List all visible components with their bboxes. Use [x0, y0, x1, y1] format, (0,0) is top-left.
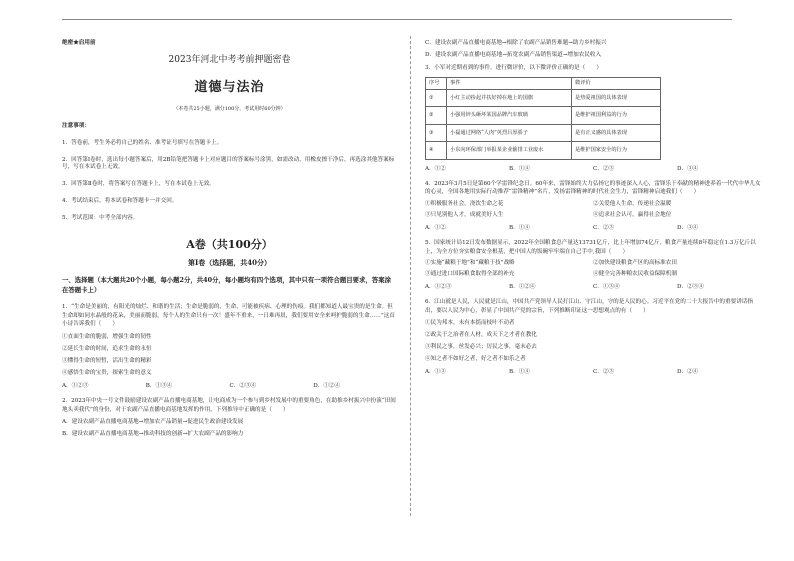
answer-choice: B．①④ [509, 165, 530, 172]
q4-options-row [425, 212, 761, 219]
table-header-row [426, 77, 661, 89]
notice-item: 4．考试结束后，将本试卷和答题卡一并交回。 [62, 197, 178, 204]
answer-choice: A．①②③ [425, 284, 452, 291]
secret-label: 绝密★启用前 [62, 40, 96, 46]
q4-option: ①积极服务社会，浇饮生命之花 [425, 200, 504, 207]
table-row [426, 142, 661, 160]
table-cell: ① [426, 89, 447, 107]
exam-meta: （本卷共25小题，满分100分，考试用时60分钟） [173, 106, 286, 113]
q4-option: ③只见别他人才，成就美好人生 [425, 211, 504, 218]
q6-option: ①民为邦本，未有本揺而枝叶不动者 [425, 320, 515, 327]
q5-option: ②加快建设粮食产区的高标准农田 [593, 260, 677, 267]
q3-table [425, 77, 661, 160]
question-5-stem: 5．国家统计局12日发布数据显示，2022年全国粮食总产量达13731亿斤，比上年增加74亿斤，粮食产量连续8年稳定在1.3万亿斤以上，为全方位夯实粮食安全根基，把中国人的饭碗牢牢端在自己手中,我国（ ） [425, 239, 756, 255]
q6-option: ③利民之事，丝发必兴；厉民之事，毫末必去 [425, 344, 537, 351]
q6-option: ②政关于之治者在人材，成天下之才者在教化 [425, 332, 537, 339]
q5-option: ④健全完善种粮农民收益保障机制 [593, 271, 677, 278]
question-3-stem: 3．小军对近期看到的事件，进行微评价，以下微评价正确的是（ ） [425, 64, 602, 71]
table-row [426, 124, 661, 142]
question-1-stem: 1．“生命是美丽的，有阳光的灿烂、和谐的生活；生命是脆弱的，生命，可能被疾病、心理的伤痕。我们都知道人最宝贵的是生命。但生命却如同水晶般的花朵，美丽而脆弱，每个人的生命只有一次！盛年不重来，一日难再晨，我们要用安全来呵护脆弱的生命……”这首小诗告诉我们（ ） [62, 303, 395, 328]
answer-choice: B．①④ [509, 224, 530, 231]
table-cell: 是有正义感的具体表现 [572, 124, 661, 142]
q2-option: D．建设农副产品直播电商基地→拓宽农副产品销售渠道→增加农民收入 [425, 51, 602, 58]
q4-options-row [425, 201, 761, 208]
answer-choice: D．②④ [677, 369, 699, 376]
question-6-stem: 6．江山就是人民，人民就是江山，中国共产党领导人民打江山、守江山，守的是人民的心。习近平在党的二十大报告中的重要讲话指出，要以人民为中心，彰显了中国共产党的宗旨，下列推断印证这一思想观点的有（ ） [425, 299, 753, 314]
table-cell: 是热爱祖国的具体表现 [572, 89, 661, 107]
table-cell: ② [426, 107, 447, 125]
notice-item: 3．回答第Ⅱ卷时，将答案写在答题卡上，写在本试卷上无效。 [62, 180, 215, 187]
q6-answers [425, 369, 761, 376]
q4-answers [425, 225, 761, 232]
table-cell: 是维护祖国利益的行为 [572, 107, 661, 125]
q2-option: A．建设农副产品直播电商基地→增加农产品销量→促进民生政治建设发展 [62, 419, 244, 426]
volume-title: A卷（共100分） [186, 237, 273, 251]
q1-answers [62, 383, 397, 390]
q2-option: C．建设农副产品直播电商基地→根除了农副产品销售难题→助力乡村振兴 [425, 40, 607, 46]
answer-choice: C．②③④ [229, 382, 257, 389]
header-rule [62, 19, 732, 20]
answer-choice: D．②③④ [677, 284, 704, 291]
table-cell: 是维护国家安全的行为 [572, 142, 661, 160]
table-cell: ③ [426, 124, 447, 142]
answer-choice: D．③④ [677, 165, 699, 172]
notice-item: 1．答卷前，考生务必将自己的姓名、准考证号填写在答题卡上。 [62, 139, 223, 146]
answer-choice: B．①③④ [145, 382, 173, 389]
subject-title: 道德与法治 [194, 80, 265, 96]
q5-option: ①实施“藏粮于地”和“藏粮于技”战略 [425, 260, 515, 267]
left-column [62, 36, 397, 438]
column-divider [410, 36, 411, 516]
answer-choice: A．①②③ [62, 382, 89, 389]
table-header: 序号 [426, 77, 447, 89]
question-4-stem: 4．2023年3月5日是第60个学雷锋纪念日。60年来，雷锋始终大力弘扬它的事迹深入人心，雷锋乐于奉献的精神进养着一代代中华儿女的心灵，全国各地用实际行动推荐“雷锋精神”名片，发扬雷锋精神的时代社会生力，雷锋精神启迪我们（ ） [425, 180, 761, 196]
part-title: 第Ⅰ卷（选择题，共40分） [187, 258, 271, 268]
q5-options-row [425, 271, 761, 278]
answer-choice: C．②③ [593, 369, 615, 376]
notice-item: 5．考试范围：中考全部内容。 [62, 214, 139, 221]
q1-option: ②延长生命的时间，追求生命的永恒 [62, 345, 152, 352]
answer-choice: C．②③ [593, 165, 615, 172]
notice-item: 2．回答第Ⅰ卷时，选出每小题答案后，用2B铅笔把答题卡上对应题目的答案标号涂黑，如需改动，用橡皮擦干净后，再选涂其他答案标号，写在本试卷上无效。 [62, 156, 395, 170]
section-heading: 一、选择题（本大题共20个小题，每小题2分，共40分，每小题均有四个选项，其中只有一项符合题目要求，答案涂在答题卡上） [62, 276, 391, 295]
answer-choice: D．①②④ [313, 382, 341, 389]
table-cell: 小红主动捡起并扶好掉在地上的国旗 [447, 89, 572, 107]
question-2-stem: 2．2023年中央一号文件鼓励建设农副产品直播电商基地，让电商成为一个参与到乡村发展中的重要角色，在助推乡村振兴中扮演“田间地头卖我代”的身份，对于农副产品直播电商基地发挥的作用，下列推导中正确的是（ ） [62, 397, 396, 413]
q5-answers [425, 284, 761, 291]
q2-option: B．建设农副产品直播电商基地→推动科技的创新→扩大农副产品的影响力 [62, 431, 244, 438]
table-header: 微评价 [572, 77, 661, 89]
answer-choice: A．①② [425, 224, 446, 231]
q5-options-row [425, 260, 761, 267]
q4-option: ②关爱他人生命，传递社会温暖 [593, 200, 672, 207]
q6-option: ④知之者不如好之者，好之者不如乐之者 [425, 356, 526, 363]
table-cell: 小东向环保部门举报某企业偷排工业废水 [447, 142, 572, 160]
q4-option: ④追求社会认可，赢得社会地位 [593, 211, 672, 218]
q1-option: ③懂得生命的短暂，活出生命的精彩 [62, 357, 152, 364]
notice-block [62, 123, 397, 222]
q5-option: ③通过进口国际粮食取得全部的补充 [425, 271, 515, 278]
answer-choice: B．①④ [509, 369, 530, 376]
answer-choice: B．①②④ [509, 284, 536, 291]
table-cell: ④ [426, 142, 447, 160]
answer-choice: C．①③④ [593, 284, 620, 291]
table-row [426, 89, 661, 107]
answer-choice: A．①② [425, 165, 446, 172]
answer-choice: A．①③ [425, 369, 446, 376]
table-header: 事件 [447, 77, 572, 89]
answer-choice: C．②③ [593, 224, 615, 231]
table-row [426, 107, 661, 125]
table-cell: 小强用锌头砸坏某国品牌汽车玻璃 [447, 107, 572, 125]
q1-option: ④感悟生命的宝贵，探索生命的意义 [62, 369, 152, 376]
table-cell: 小磊通过网络“人肉”英烈吕厚骄子 [447, 124, 572, 142]
exam-title: 2023年河北中考考前押题密卷 [168, 54, 291, 65]
notice-heading: 注意事项： [62, 122, 90, 129]
answer-choice: D．③④ [677, 224, 699, 231]
q1-option: ①直面生命的脆弱，增强生命的韧性 [62, 333, 152, 340]
q3-answers [425, 166, 761, 173]
right-column [425, 40, 761, 376]
